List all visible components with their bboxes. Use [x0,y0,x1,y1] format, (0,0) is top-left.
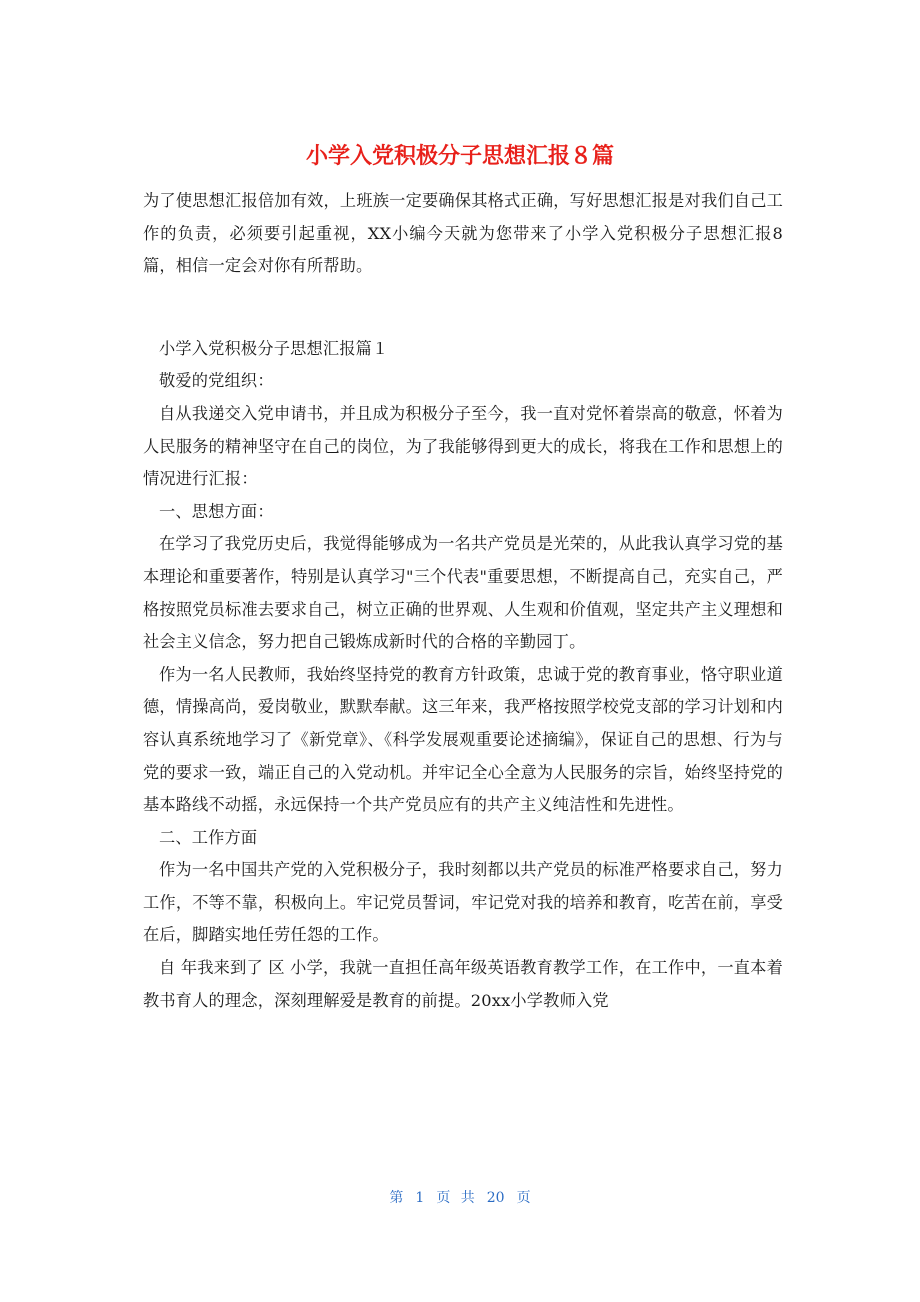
intro-paragraph: 为了使思想汇报倍加有效，上班族一定要确保其格式正确，写好思想汇报是对我们自己工作的负责，必须要引起重视，XX小编今天就为您带来了小学入党积极分子思想汇报8篇，相信一定会对你有所帮助。 [143,191,783,276]
paragraph-thought: 在学习了我党历史后，我觉得能够成为一名共产党员是光荣的，从此我认真学习党的基本理论和重要著作，特别是认真学习"三个代表"重要思想，不断提高自己，充实自己，严格按照党员标准去要求自己，树立正确的世界观、人生观和价值观，坚定共产主义理想和社会主义信念，努力把自己锻炼成新时代的合格的辛勤园丁。 [143,534,783,652]
section-spacer [143,283,783,333]
document-title: 小学入党积极分子思想汇报８篇 [305,144,614,169]
paragraph-school: 自 年我来到了 区 小学，我就一直担任高年级英语教育教学工作，在工作中，一直本着教书育人的理念，深刻理解爱是教育的前提。20xx小学教师入党 [143,958,783,1010]
heading-work: 二、工作方面 [159,827,258,847]
footer-page-total-word: 页 共 [436,1190,475,1206]
footer-page-suffix: 页 [516,1190,531,1206]
heading-thought: 一、思想方面： [159,501,274,521]
footer-current-page: 1 [415,1190,425,1206]
document-body [143,185,783,1017]
page-footer [0,1186,920,1210]
salutation: 敬爱的党组织： [159,371,274,391]
footer-total-pages: 20 [486,1190,505,1206]
footer-page-word: 第 [389,1190,404,1206]
paragraph-teacher: 作为一名人民教师，我始终坚持党的教育方针政策，忠诚于党的教育事业，恪守职业道德，情操高尚，爱岗敬业，默默奉献。这三年来，我严格按照学校党支部的学习计划和内容认真系统地学习了《新党章》、《科学发展观重要论述摘编》，保证自己的思想、行为与党的要求一致，端正自己的入党动机。并牢记全心全意为人民服务的宗旨，始终坚持党的基本路线不动摇，永远保持一个共产党员应有的共产主义纯洁性和先进性。 [143,664,783,815]
paragraph-opening: 自从我递交入党申请书，并且成为积极分子至今，我一直对党怀着崇高的敬意，怀着为人民服务的精神坚守在自己的岗位，为了我能够得到更大的成长，将我在工作和思想上的情况进行汇报： [143,403,783,489]
paragraph-work: 作为一名中国共产党的入党积极分子，我时刻都以共产党员的标准严格要求自己，努力工作，不等不靠，积极向上。牢记党员誓词，牢记党对我的培养和教育，吃苦在前，享受在后，脚踏实地任劳任怨的工作。 [143,860,783,945]
section-title: 小学入党积极分子思想汇报篇１ [159,338,389,358]
